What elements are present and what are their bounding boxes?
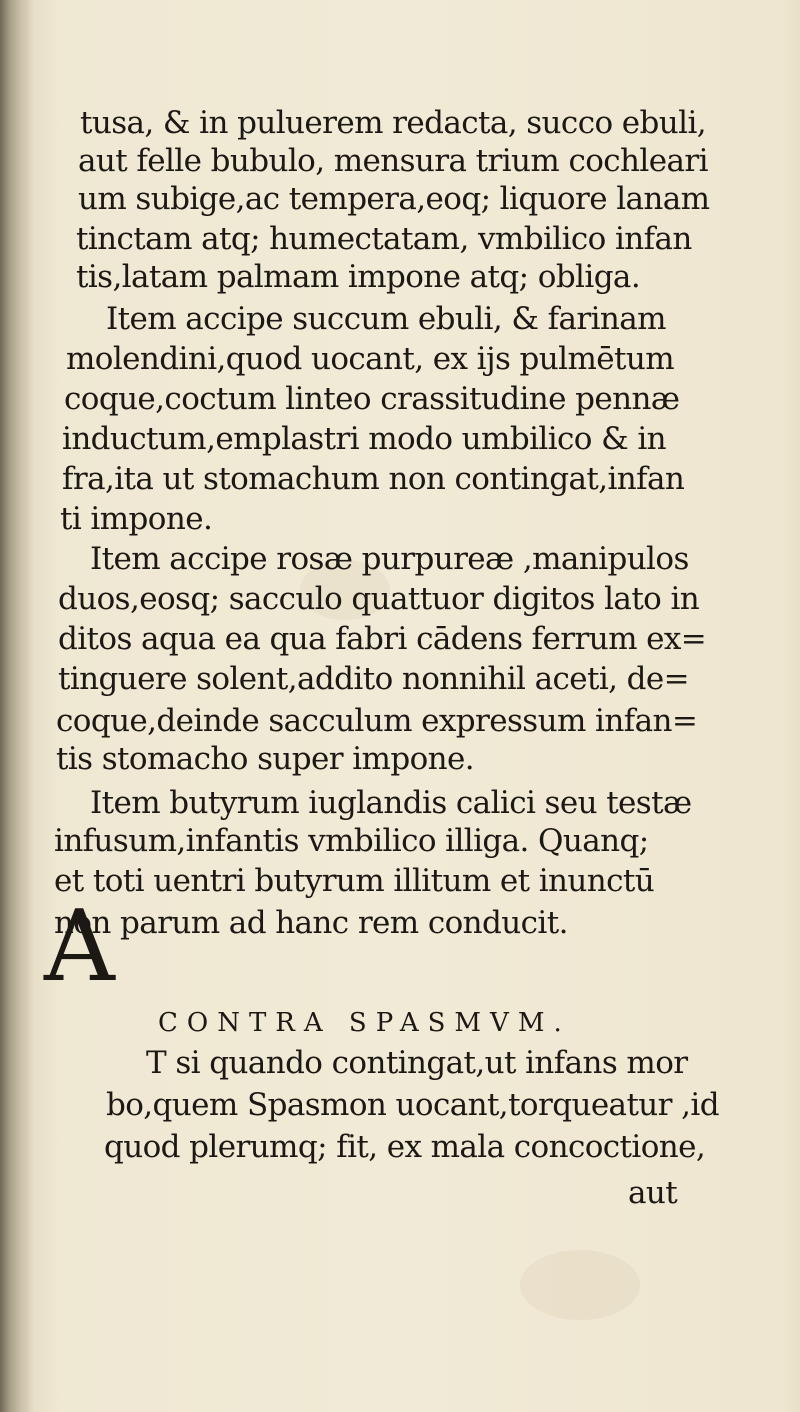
text-line: non parum ad hanc rem conducit. — [54, 905, 568, 941]
text-line: inductum,emplastri modo umbilico & in — [62, 421, 667, 457]
section-heading: CONTRA SPASMVM. — [158, 1008, 571, 1038]
text-line: ti impone. — [60, 501, 213, 537]
text-line: ditos aqua ea qua fabri cādens ferrum ex= — [58, 621, 707, 657]
text-line: duos,eosq; sacculo quattuor digitos lato in — [58, 581, 700, 617]
text-line: coque,deinde sacculum expressum infan= — [56, 703, 698, 739]
page-gutter — [0, 0, 34, 1412]
text-line: Item accipe rosæ purpureæ ,manipulos — [90, 541, 689, 577]
text-line: molendini,quod uocant, ex ijs pulmētum — [66, 341, 675, 377]
drop-initial: A — [44, 890, 115, 1004]
text-line: fra,ita ut stomachum non contingat,infan — [62, 461, 685, 497]
text-line: um subige,ac tempera,eoq; liquore lanam — [78, 181, 710, 217]
text-line: tinctam atq; humectatam, vmbilico infan — [76, 221, 692, 257]
text-line: tis,latam palmam impone atq; obliga. — [76, 259, 641, 295]
paper-stain — [520, 1250, 640, 1320]
text-line: et toti uentri butyrum illitum et inunctū — [54, 863, 655, 899]
text-line: coque,coctum linteo crassitudine pennæ — [64, 381, 680, 417]
text-line: Item butyrum iuglandis calici seu testæ — [90, 785, 692, 821]
text-line: bo,quem Spasmon uocant,torqueatur ,id — [106, 1087, 719, 1123]
text-line: tinguere solent,addito nonnihil aceti, de= — [58, 661, 690, 697]
text-line: infusum,infantis vmbilico illiga. Quanq; — [54, 823, 649, 859]
text-line: T si quando contingat,ut infans mor — [146, 1045, 688, 1081]
text-line: tusa, & in puluerem redacta, succo ebuli, — [80, 105, 707, 141]
text-line: aut felle bubulo, mensura trium cochleari — [78, 143, 708, 179]
catchword: aut — [628, 1175, 678, 1211]
text-line: quod plerumq; fit, ex mala concoctione, — [104, 1129, 706, 1165]
text-line: tis stomacho super impone. — [56, 741, 475, 777]
text-line: Item accipe succum ebuli, & farinam — [106, 301, 666, 337]
